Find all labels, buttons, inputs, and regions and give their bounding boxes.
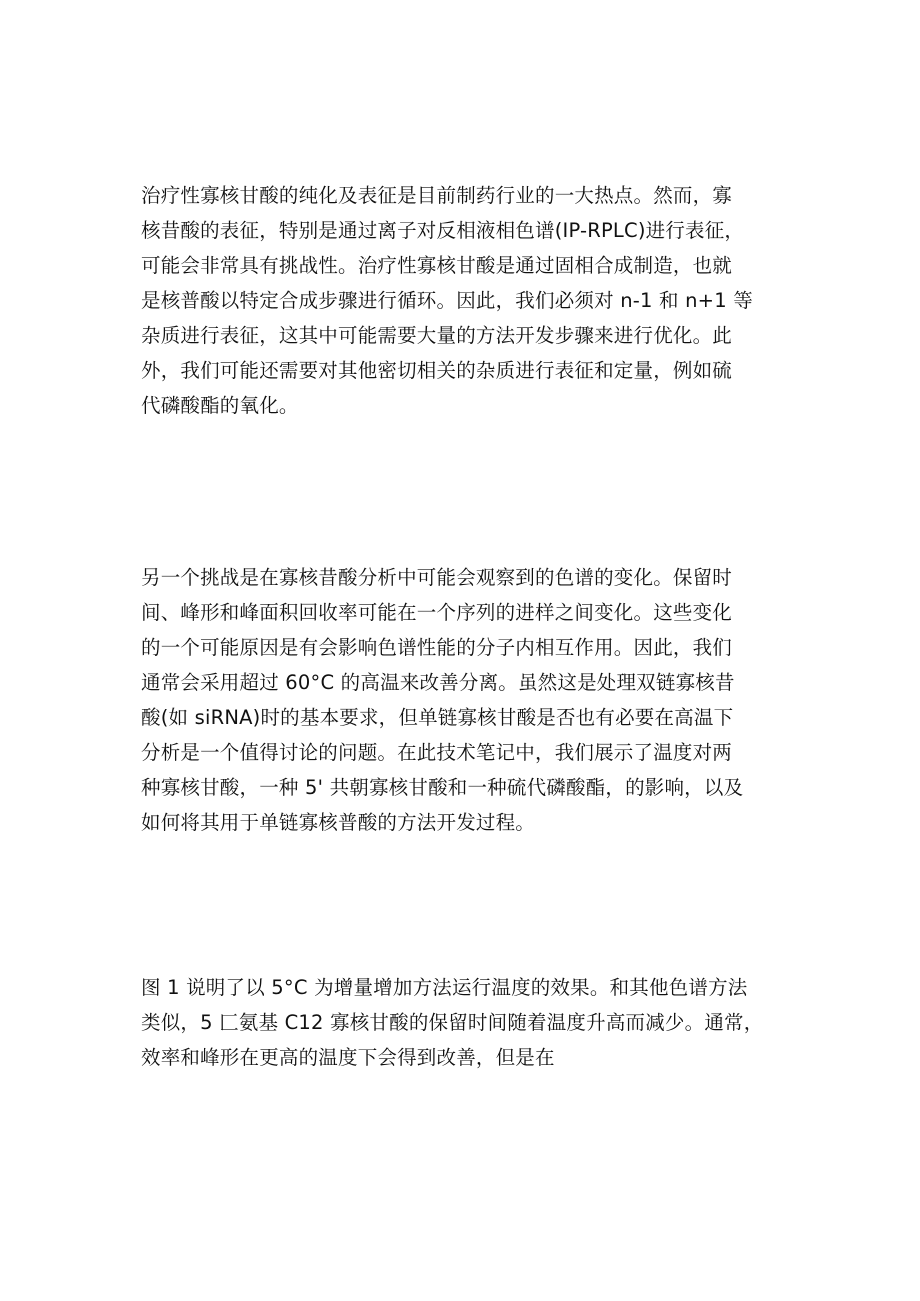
paragraph-1 bbox=[141, 178, 791, 423]
text-line: 图 1 说明了以 5°C 为增量增加方法运行温度的效果。和其他色谱方法 bbox=[141, 976, 748, 999]
text-line: 代磷酸酯的氧化。 bbox=[141, 394, 299, 417]
text-line: 杂质进行表征，这其中可能需要大量的方法开发步骤来进行优化。此 bbox=[141, 324, 733, 347]
text-line: 酸(如 siRNA)时的基本要求，但单链寡核甘酸是否也有必要在高温下 bbox=[141, 706, 734, 729]
text-line: 外，我们可能还需要对其他密切相关的杂质进行表征和定量，例如硫 bbox=[141, 359, 733, 382]
text-line: 可能会非常具有挑战性。治疗性寡核甘酸是通过固相合成制造，也就 bbox=[141, 254, 733, 277]
text-line: 类似，5 匚氨基 C12 寡核甘酸的保留时间随着温度升高而减少。通常， bbox=[141, 1011, 764, 1034]
text-line: 如何将其用于单链寡核普酸的方法开发过程。 bbox=[141, 811, 536, 834]
text-line: 通常会采用超过 60°C 的高温来改善分离。虽然这是处理双链寡核昔 bbox=[141, 671, 735, 694]
text-line: 的一个可能原因是有会影响色谱性能的分子内相互作用。因此，我们 bbox=[141, 636, 733, 659]
text-line: 种寡核甘酸，一种 5' 共朝寡核甘酸和一种硫代磷酸酯，的影响，以及 bbox=[141, 776, 744, 799]
text-line: 核昔酸的表征，特别是通过离子对反相液相色谱(IP-RPLC)进行表征， bbox=[141, 219, 745, 242]
text-line: 治疗性寡核甘酸的纯化及表征是目前制药行业的一大热点。然而，寡 bbox=[141, 184, 733, 207]
text-line: 效率和峰形在更高的温度下会得到改善，但是在 bbox=[141, 1046, 555, 1069]
text-line: 分析是一个值得讨论的问题。在此技术笔记中，我们展示了温度对两 bbox=[141, 741, 733, 764]
text-line: 另一个挑战是在寡核昔酸分析中可能会观察到的色谱的变化。保留时 bbox=[141, 566, 733, 589]
text-line: 间、峰形和峰面积回收率可能在一个序列的进样之间变化。这些变化 bbox=[141, 601, 733, 624]
text-line: 是核普酸以特定合成步骤进行循环。因此，我们必须对 n-1 和 n+1 等 bbox=[141, 289, 753, 312]
paragraph-2 bbox=[141, 560, 791, 840]
paragraph-3 bbox=[141, 970, 791, 1075]
